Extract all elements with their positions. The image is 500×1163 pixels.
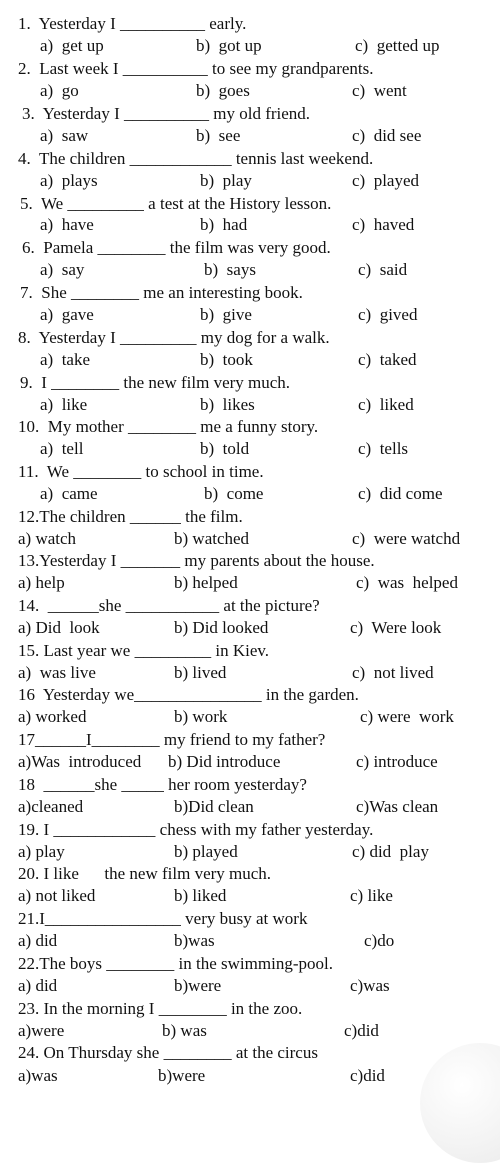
question-8-stem: 8. Yesterday I _________ my dog for a walk. [18,328,330,347]
question-21-option-c: c)do [364,931,395,950]
question-18-option-b: b)Did clean [174,797,254,816]
question-13-option-a: a) help [18,573,65,592]
question-10-stem: 10. My mother ________ me a funny story. [18,417,319,436]
question-18-option-a: a)cleaned [18,797,84,816]
question-10-option-b: b) told [200,439,250,458]
question-4-option-a: a) plays [40,171,98,190]
question-24-stem: 24. On Thursday she ________ at the circus [18,1043,318,1062]
question-13-stem: 13.Yesterday I _______ my parents about the house. [18,551,375,570]
question-12-option-b: b) watched [174,529,250,548]
question-20-option-b: b) liked [174,886,227,905]
question-16-option-a: a) worked [18,707,87,726]
question-12-option-a: a) watch [18,529,77,548]
question-6-stem: 6. Pamela ________ the film was very good. [22,238,331,257]
question-2-stem: 2. Last week I __________ to see my grandparents. [18,59,374,78]
question-21-option-b: b)was [174,931,215,950]
question-23-stem: 23. In the morning I ________ in the zoo. [18,999,303,1018]
question-4-option-b: b) play [200,171,252,190]
question-5-option-c: c) haved [352,215,415,234]
question-14-option-c: c) Were look [350,618,442,637]
question-15-stem: 15. Last year we _________ in Kiev. [18,641,270,660]
question-3-stem: 3. Yesterday I __________ my old friend. [22,104,311,123]
question-13-option-c: c) was helped [356,573,458,592]
question-20-option-a: a) not liked [18,886,96,905]
question-22-stem: 22.The boys ________ in the swimming-pool. [18,954,333,973]
question-20-stem: 20. I like the new film very much. [18,864,272,883]
question-14-option-a: a) Did look [18,618,100,637]
question-5-stem: 5. We _________ a test at the History lesson. [20,194,332,213]
question-7-option-c: c) gived [358,305,418,324]
question-1-option-c: c) getted up [355,36,440,55]
question-12-stem: 12.The children ______ the film. [18,507,243,526]
question-4-option-c: c) played [352,171,420,190]
question-7-stem: 7. She ________ me an interesting book. [20,283,303,302]
question-15-option-b: b) lived [174,663,227,682]
question-1-stem: 1. Yesterday I __________ early. [18,14,247,33]
question-21-option-a: a) did [18,931,58,950]
question-9-option-c: c) liked [358,395,414,414]
question-11-option-b: b) come [204,484,264,503]
question-3-option-a: a) saw [40,126,89,145]
question-24-option-a: a)was [18,1066,58,1085]
question-10-option-a: a) tell [40,439,84,458]
question-23-option-b: b) was [162,1021,207,1040]
question-12-option-c: c) were watchd [352,529,461,548]
question-14-option-b: b) Did looked [174,618,269,637]
question-16-stem: 16 Yesterday we_______________ in the garden. [18,685,359,704]
question-11-option-c: c) did come [358,484,443,503]
question-19-option-c: c) did play [352,842,429,861]
question-3-option-c: c) did see [352,126,422,145]
question-2-option-a: a) go [40,81,79,100]
question-22-option-a: a) did [18,976,58,995]
question-6-option-a: a) say [40,260,85,279]
question-15-option-c: c) not lived [352,663,434,682]
question-23-option-a: a)were [18,1021,65,1040]
question-18-option-c: c)Was clean [356,797,439,816]
question-7-option-a: a) gave [40,305,94,324]
question-17-option-b: b) Did introduce [168,752,281,771]
question-6-option-c: c) said [358,260,408,279]
question-8-option-b: b) took [200,350,253,369]
question-1-option-b: b) got up [196,36,262,55]
question-24-option-b: b)were [158,1066,206,1085]
question-2-option-c: c) went [352,81,407,100]
question-16-option-c: c) were work [360,707,454,726]
question-22-option-c: c)was [350,976,390,995]
question-19-option-a: a) play [18,842,65,861]
question-9-option-a: a) like [40,395,88,414]
question-5-option-b: b) had [200,215,248,234]
question-4-stem: 4. The children ____________ tennis last weekend. [18,149,374,168]
question-10-option-c: c) tells [358,439,409,458]
question-8-option-c: c) taked [358,350,417,369]
question-21-stem: 21.I________________ very busy at work [18,909,308,928]
question-20-option-c: c) like [350,886,393,905]
question-15-option-a: a) was live [18,663,96,682]
question-7-option-b: b) give [200,305,252,324]
question-9-stem: 9. I ________ the new film very much. [20,373,291,392]
question-14-stem: 14. ______she ___________ at the picture? [18,596,320,615]
question-17-option-a: a)Was introduced [18,752,142,771]
question-3-option-b: b) see [196,126,241,145]
question-2-option-b: b) goes [196,81,250,100]
question-11-option-a: a) came [40,484,98,503]
question-9-option-b: b) likes [200,395,255,414]
question-5-option-a: a) have [40,215,94,234]
question-6-option-b: b) says [204,260,256,279]
question-8-option-a: a) take [40,350,91,369]
question-11-stem: 11. We ________ to school in time. [18,462,264,481]
question-16-option-b: b) work [174,707,228,726]
question-18-stem: 18 ______she _____ her room yesterday? [18,775,307,794]
question-19-option-b: b) played [174,842,238,861]
question-19-stem: 19. I ____________ chess with my father yesterday. [18,820,374,839]
question-23-option-c: c)did [344,1021,379,1040]
question-24-option-c: c)did [350,1066,385,1085]
question-17-option-c: c) introduce [356,752,438,771]
question-1-option-a: a) get up [40,36,104,55]
question-17-stem: 17______I________ my friend to my father? [18,730,326,749]
question-22-option-b: b)were [174,976,222,995]
question-13-option-b: b) helped [174,573,238,592]
